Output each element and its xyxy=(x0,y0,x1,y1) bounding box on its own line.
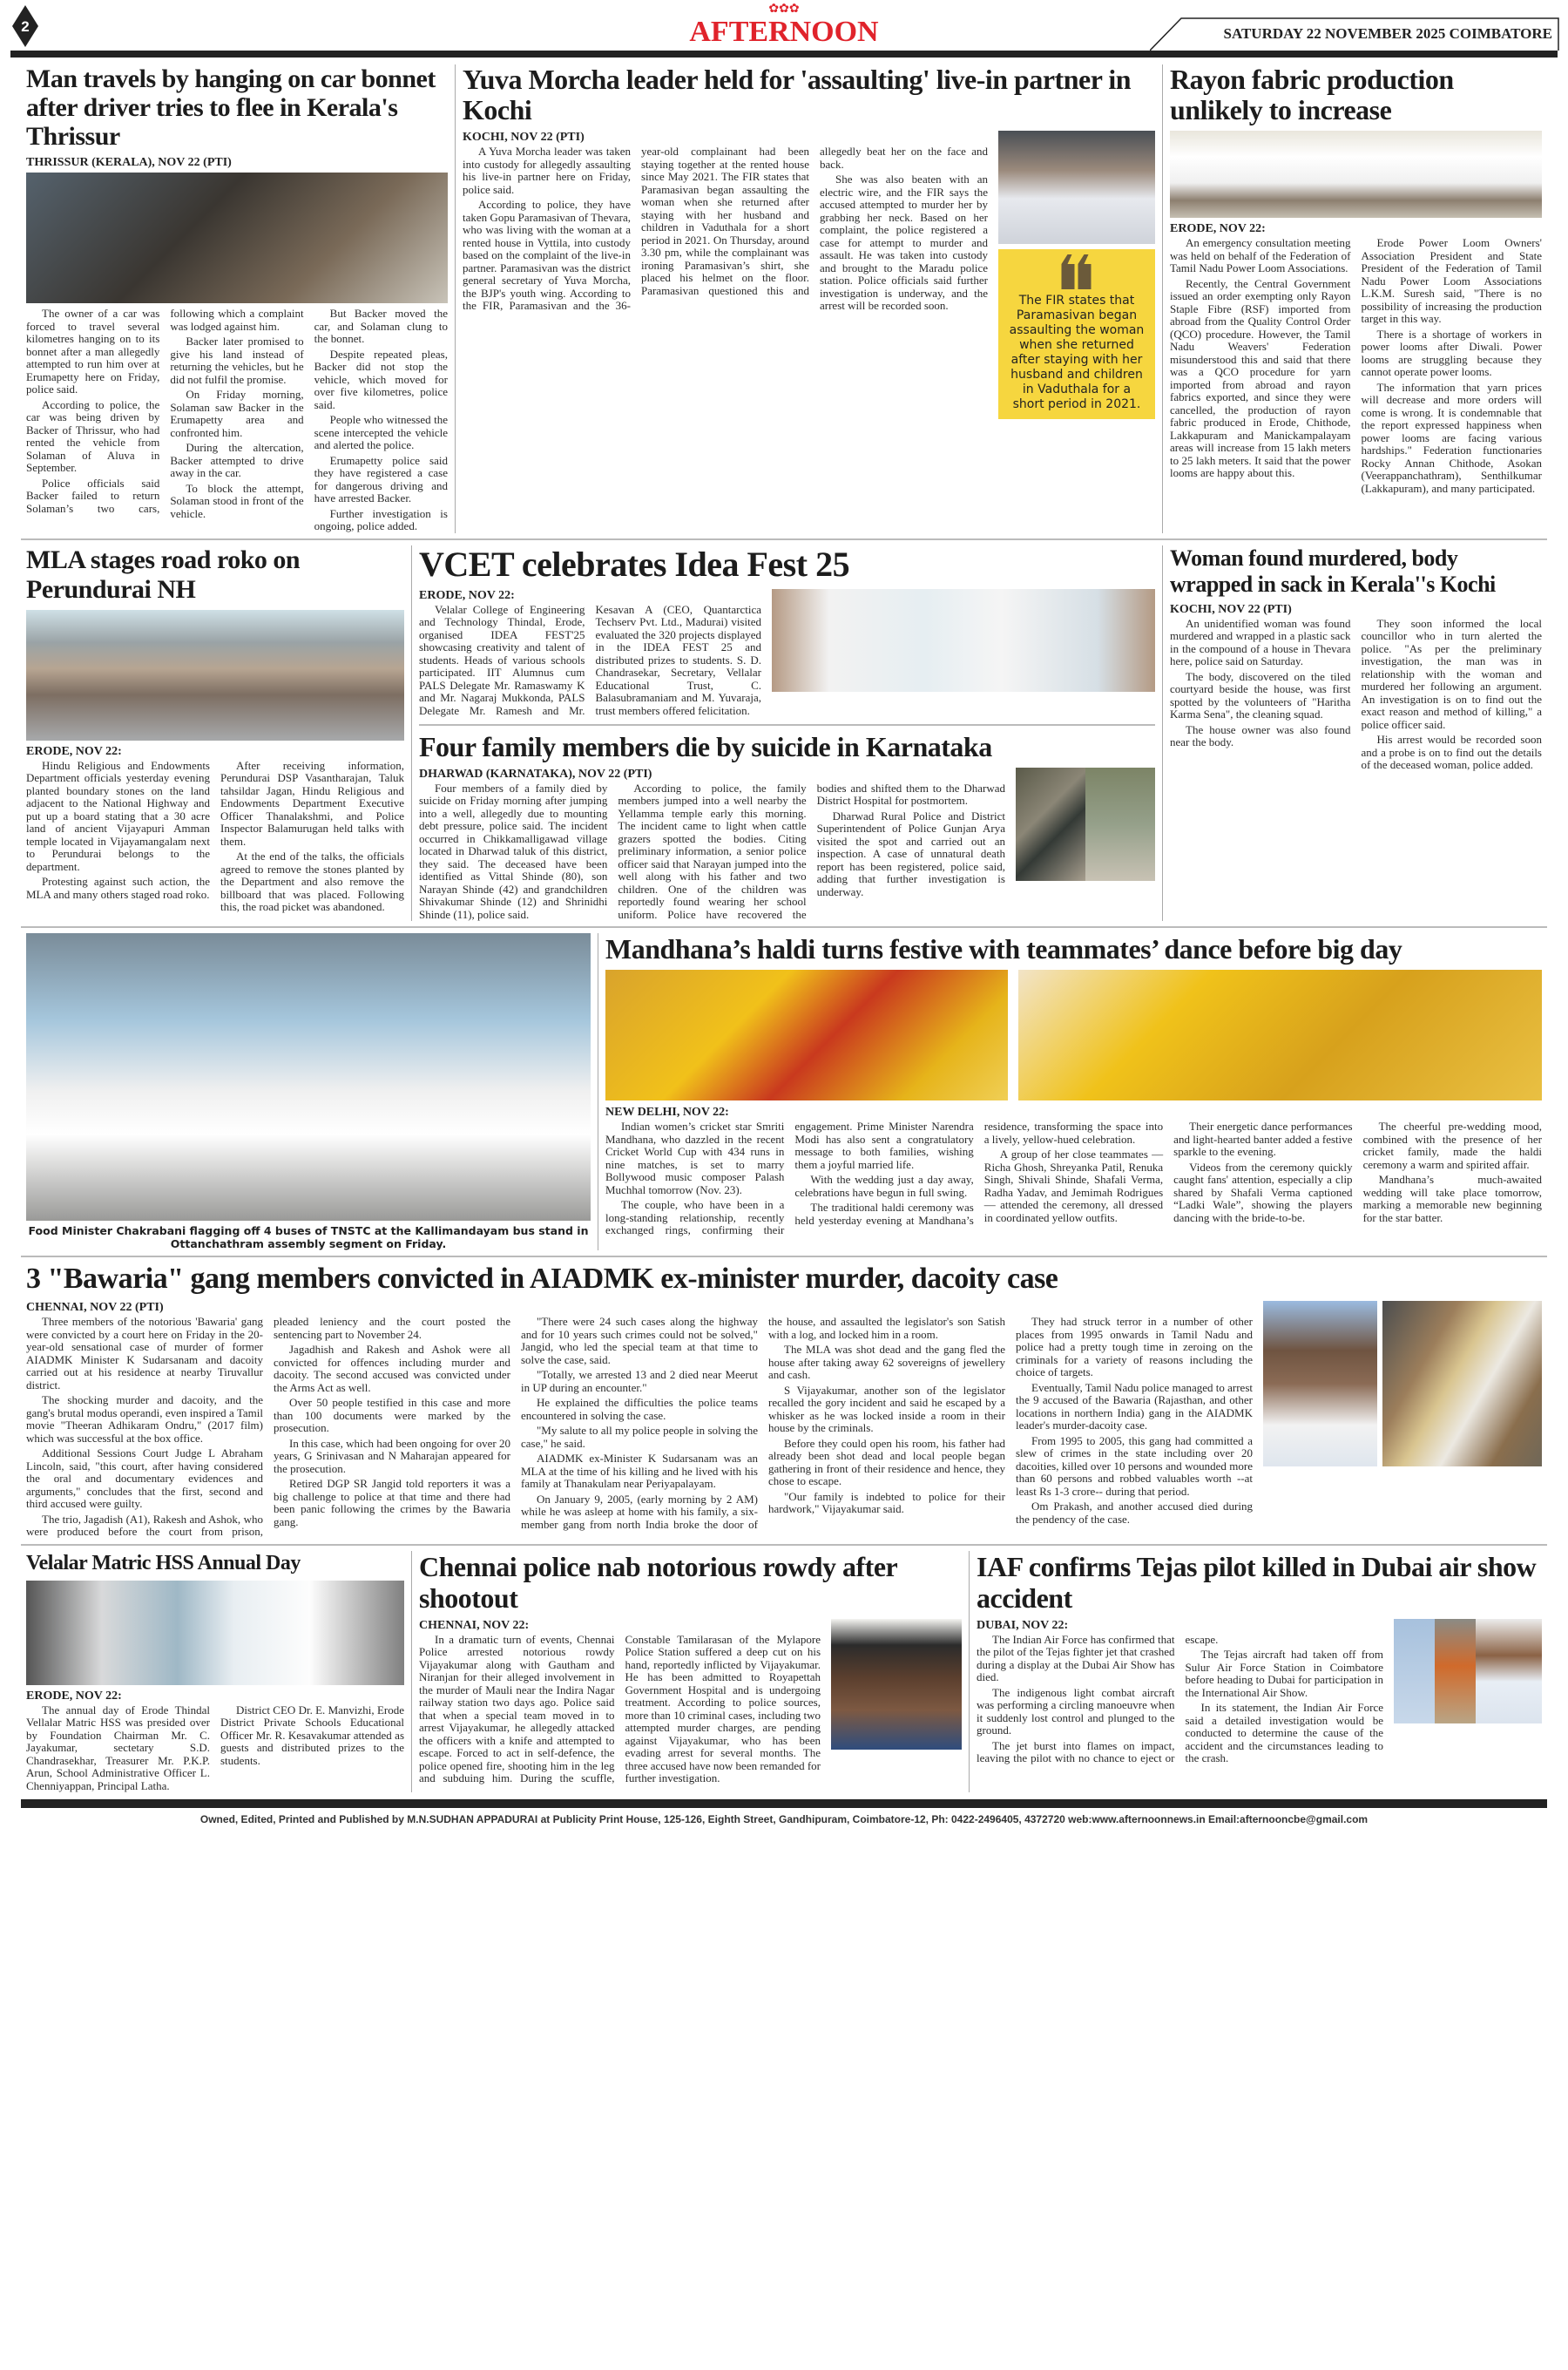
row-5 xyxy=(0,1551,1568,1793)
paragraph: At the end of the talks, the officials agreed to remove the stones planted by the Department and also remove the billboard that was placed. Following this, the road picket was abandoned. xyxy=(220,850,404,913)
paragraph: The Indian Air Force has confirmed that the pilot of the Tejas fighter jet that crashed during a display at the Dubai Air Show has died. xyxy=(977,1632,1175,1683)
article-vcet xyxy=(419,545,1155,719)
paragraph: Police officials said Backer failed to return Solaman’s two cars, following which a complaint was lodged against him. xyxy=(26,307,304,515)
article-body xyxy=(1170,237,1542,495)
page-number-badge xyxy=(12,5,38,47)
paragraph: Jagadhish and Rakesh and Ashok were all convicted for offences including murder and dacoity. The second accused was convicted under the Arms Act as well. xyxy=(274,1343,510,1394)
paragraph: Velalar College of Engineering and Technology Thindal, Erode, organised IDEA FEST'25 showcasing creativity and talent of students. Heads of various schools participated. IIT Alumnus cum PALS Delegate Mr. Ramaswamy K and Mr. Nagaraj Mukkonda, PALS Delegate Mr. Ramesh and Mr. Kesavan A (CEO, Quantarctica Techserv Pvt. Ltd., Madurai) visited evaluated the 320 projects displayed in the IDEA FEST 25 and distributed prizes to students. S. D. Chandrasekar, Secretary, Vellalar Educational Trust, C. Balasubramaniam and M. Yuvaraja, trust members offered felicitation. xyxy=(419,602,761,717)
row-1 xyxy=(0,64,1568,533)
paragraph: Videos from the ceremony quickly caught fans' attention, especially a clip shared by Shafali Verma captioned “Ladki Wale”, showing the players dancing with the bride-to-be. xyxy=(1173,1160,1353,1224)
article-bawaria xyxy=(19,1263,1549,1539)
paragraph: Om Prakash, and another accused died during the pendency of the case. xyxy=(1016,1500,1253,1526)
footer-imprint: Owned, Edited, Printed and Published by M.N.SUDHAN APPADURAI at Publicity Print House, 125-126, Eighth Street, Gandhipuram, Coimbatore-12, Ph: 0422-2496405, 4372720 web:www.afternoonnews.in Email:afternooncbe@gmail.com xyxy=(199,1813,1369,1825)
paragraph: In this case, which had been ongoing for over 20 years, G Srinivasan and N Maharajan appeared for the prosecution. xyxy=(274,1436,510,1475)
paragraph: The couple, who have been in a long-standing relationship, recently exchanged rings, confirming their engagement. Prime Minister Narendra Modi has also sent a congratulatory message to both families, wishing them a joyful married life. xyxy=(605,1120,974,1236)
dateline: ERODE, NOV 22: xyxy=(1170,222,1266,235)
article-body xyxy=(26,1316,1253,1539)
article-body xyxy=(26,308,448,533)
article-karnataka xyxy=(419,731,1155,922)
paragraph: District CEO Dr. E. Manvizhi, Erode District Private Schools Educational Officer Mr. R. Kesavakumar attended as guests and distributed prizes to the students. xyxy=(220,1703,404,1767)
paragraph: He explained the difficulties the police teams encountered in solving the case. xyxy=(521,1396,758,1422)
headline: Velalar Matric HSS Annual Day xyxy=(26,1551,301,1574)
paragraph: In a dramatic turn of events, Chennai Police arrested notorious rowdy Vijayakumar along with Gautham and Niranjan for their alleged involvement in the murder of Mauli near the Indira Nagar railway station two days ago. Police said that when a special team moved in to arrest Vijayakumar, he allegedly attacked the officers with a knife and attempted to escape. Forced to act in self-defence, the police opened fire, shooting him in the leg and subduing him. During the scuffle, Constable Tamilarasan of the Mylapore Police Station suffered a deep cut on his hand, reportedly inflicted by Vijayakumar. He has been admitted to Royapettah Government Hospital and is undergoing treatment. According to police sources, more than 10 criminal cases, including two attempted murder charges, are pending against Vijayakumar, who has been evading arrest for several months. The three accused have now been remanded for further investigation. xyxy=(419,1632,821,1784)
paragraph: According to police, they have taken Gopu Paramasivan of Thevara, who was living with the woman at a rented house in Vyttila, into custody based on the complaint of the live-in partner. Paramasivan was the district general secretary of Yuva Morcha, the BJP's youth wing. According to the FIR, Paramasivan and the 36-year-old complainant had been staying together at the rented house since May 2021. The FIR states that Paramasivan began assaulting the woman when she returned after staying with her husband and children in Vaduthala for a short period in 2021. On Thursday, around 3.30 pm, while the complainant was ironing Paramasivan’s shirt, she placed his helmet on the floor. Paramasivan questioned this and allegedly beat her on the face and back. xyxy=(463,145,988,312)
paragraph: On Friday morning, Solaman saw Backer in the Erumapetty area and confronted him. xyxy=(170,388,304,439)
headline: Man travels by hanging on car bonnet after driver tries to flee in Kerala's Thrissur xyxy=(26,64,436,151)
paragraph: The MLA was shot dead and the gang fled the house after taking away 62 sovereigns of jewellery and cash. xyxy=(768,1343,1005,1381)
dateline: ERODE, NOV 22: xyxy=(419,588,515,602)
paragraph: After receiving information, Perundurai DSP Vasantharajan, Taluk tahsildar Jagan, Hindu Religious and Endowments Department Executive Officer Thanalakshmi, and Police Inspector Balamurugan held talks with them. xyxy=(220,758,404,848)
headline: MLA stages road roko on Perundurai NH xyxy=(26,545,301,604)
paragraph: Erumapetty police said they have registered a case for dangerous driving and have arrested Backer. xyxy=(314,453,448,504)
photo-convicts xyxy=(1382,1301,1542,1466)
headline: Mandhana’s haldi turns festive with teammates’ dance before big day xyxy=(605,933,1402,965)
paragraph: The body, discovered on the tiled courtyard beside the house, was first spotted by the volunteers of "Haritha Karma Sena", the cleaning squad. xyxy=(1170,669,1351,721)
photo-rowdy xyxy=(831,1619,962,1750)
photo-pilot xyxy=(1476,1619,1542,1723)
paragraph: During the altercation, Backer attempted to drive away in the car. xyxy=(170,441,304,479)
dateline-box xyxy=(1150,17,1559,51)
paragraph: From 1995 to 2005, this gang had committed a slew of crimes in the state including over 20 dacoities, killed over 10 persons and wounded more than 60 persons and robbed valuables worth --at least Rs 1-3 crore-- during that period. xyxy=(1016,1433,1253,1498)
dateline: NEW DELHI, NOV 22: xyxy=(605,1106,729,1119)
photo-haldi-dance xyxy=(1018,970,1542,1100)
paragraph: S Vijayakumar, another son of the legislator recalled the gory incident and said he escaped by a whisker as he was locked inside a room in their house by the criminals. xyxy=(768,1383,1005,1434)
paragraph: The annual day of Erode Thindal Vellalar Matric HSS was presided over by Foundation Chairman Mr. C. Jayakumar, sectetary S.D. Chandrasekhar, Treasurer Mr. P.K.P. Arun, School Administrative Officer L. Chenniyappan, Principal Latha. xyxy=(26,1703,210,1792)
dateline: DUBAI, NOV 22: xyxy=(977,1618,1069,1632)
paragraph: Recently, the Central Government issued an order exempting only Rayon Staple Fibre (RSF) imported from abroad from the Quality Control Order (QCO) procedure. However, the Tamil Nadu Weavers' Federation misunderstood this and said that there was a QCO procedure for yarn imported from abroad and rayon fabrics exported, and since they were cancelled, the production of rayon fabric produced in Erode, Chithode, Lakkapuram and Manickampalayam areas will increase from 15 lakh meters to 25 lakh meters. It said that the power looms are happy about this. xyxy=(1170,276,1351,479)
paragraph: Over 50 people testified in this case and more than 100 documents were marked by the prosecution. xyxy=(274,1396,510,1434)
row-4 xyxy=(0,1263,1568,1539)
photo-idea-fest xyxy=(772,589,1155,692)
dateline: THRISSUR (KERALA), NOV 22 (PTI) xyxy=(26,156,232,169)
paragraph: Dharwad Rural Police and District Superintendent of Police Gunjan Arya visited the spot and carried out an inspection. A case of unnatural death report has been registered, police said, adding that further investigation is underway. xyxy=(816,809,1005,898)
paragraph: A group of her close teammates — Richa Ghosh, Shreyanka Patil, Renuka Singh, Shivali Shinde, Shafali Verma, Radha Yadav, and Jemimah Rodrigues — attended the ceremony, all dressed in coordinated yellow outfits. xyxy=(983,1148,1164,1224)
issue-dateline: SATURDAY 22 NOVEMBER 2025 COIMBATORE xyxy=(1223,25,1552,42)
paragraph: The indigenous light combat aircraft was performing a circling manoeuvre when it suddenly lost control and plunged to the ground. xyxy=(977,1685,1175,1737)
article-body xyxy=(26,1704,404,1793)
paragraph: An unidentified woman was found murdered and wrapped in a plastic sack in the compound of a house in Thevara here, police said on Saturday. xyxy=(1170,616,1351,667)
paragraph: The cheerful pre-wedding mood, combined with the presence of her cricket family, made the haldi ceremony a warm and spirited affair. xyxy=(1362,1120,1542,1171)
paragraph: Before they could open his room, his father had already been shot dead and local people began gathering in front of their residence and hence, they chose to escape. xyxy=(768,1436,1005,1487)
article-body xyxy=(26,760,404,914)
dateline: KOCHI, NOV 22 (PTI) xyxy=(1170,602,1292,616)
dateline: ERODE, NOV 22: xyxy=(26,744,122,758)
paragraph: His arrest would be recorded soon and a probe is on to find out the details of the deceased woman, police added. xyxy=(1361,733,1542,771)
photo-well xyxy=(1016,768,1085,881)
paragraph: "Totally, we arrested 13 and 2 died near Meerut in UP during an encounter." xyxy=(521,1368,758,1394)
paragraph: Protesting against such action, the MLA and many others staged road roko. xyxy=(26,875,210,901)
photo-meeting xyxy=(1170,131,1542,218)
article-body xyxy=(605,1121,1542,1237)
paragraph: The Tejas aircraft had taken off from Sulur Air Force Station in Coimbatore before heading to Dubai for participation in the International Air Show. xyxy=(1185,1648,1383,1699)
paragraph: "There were 24 such cases along the highway and for 10 years such crimes could not be solved," Jangid, who led the special team at that time to solve the case, said. xyxy=(521,1315,758,1366)
paragraph: The shocking murder and dacoity, and the gang's brutal modus operandi, even inspired a Tamil movie "Theeran Adhikaram Ondru," (2017 film) which was successful at the box office. xyxy=(26,1393,263,1445)
photo-road-roko xyxy=(26,610,404,741)
paper-logo[interactable] xyxy=(645,3,923,49)
photo-tejas-jet xyxy=(1394,1619,1435,1723)
paragraph: An emergency consultation meeting was held on behalf of the Federation of Tamil Nadu Power Loom Associations. xyxy=(1170,236,1351,274)
paragraph: Their energetic dance performances and light-hearted banter added a festive sparkle to the evening. xyxy=(1173,1120,1353,1158)
paragraph: Mandhana’s much-awaited wedding will take place tomorrow, marking a memorable new beginning for the star batter. xyxy=(1362,1173,1542,1224)
paragraph: Retired DGP SR Jangid told reporters it was a big challenge to police at that time and there had been panic following the crimes by the Bawaria gang. xyxy=(274,1477,510,1528)
article-mandhana xyxy=(598,933,1549,1250)
paragraph: The trio, Jagadish (A1), Rakesh and Ashok, who were produced before the court from prison, pleaded leniency and the court posted the sentencing part to November 24. xyxy=(26,1315,510,1538)
paragraph: With the wedding just a day away, celebrations have begun in full swing. xyxy=(794,1173,974,1199)
photo-well-water xyxy=(1085,768,1155,881)
paragraph: Three members of the notorious 'Bawaria' gang were convicted by a court here on Friday in the 20-year-old sensational case of murder of former AIADMK Minister K Sudarsanam and dacoity carried out at his residence at nearby Tiruvallur district. xyxy=(26,1315,263,1392)
headline: Chennai police nab notorious rowdy after shootout xyxy=(419,1550,897,1614)
paragraph: People who witnessed the scene intercepted the vehicle and alerted the police. xyxy=(314,413,448,451)
article-body xyxy=(977,1634,1383,1767)
headline: IAF confirms Tejas pilot killed in Dubai air show accident xyxy=(977,1550,1537,1614)
headline: Yuva Morcha leader held for 'assaulting' live-in partner in Kochi xyxy=(463,64,1131,125)
paragraph: According to police, the car was being driven by Backer of Thrissur, who had rented the vehicle from Solaman of Aluva in September. xyxy=(26,397,160,474)
logo-emblem-icon: ✿✿✿ xyxy=(768,3,800,16)
headline: 3 "Bawaria" gang members convicted in AIADMK ex-minister murder, dacoity case xyxy=(26,1263,1058,1295)
middle-stack xyxy=(411,545,1162,922)
paragraph: Backer later promised to give his land instead of returning the vehicles, but he did not fulfil the promise. xyxy=(170,335,304,386)
paragraph: The jet burst into flames on impact, leaving the pilot with no chance to eject or escape. xyxy=(977,1632,1219,1764)
paragraph: In its statement, the Indian Air Force said a detailed investigation would be conducted to determine the cause of the accident and the circumstances leading to the crash. xyxy=(1185,1701,1383,1764)
paragraph: Additional Sessions Court Judge L Abraham Lincoln, said, "this court, after having considered the oral and documentary evidences and arguments," concludes that the first, second and third accused were guilty. xyxy=(26,1446,263,1510)
row-2 xyxy=(0,545,1568,922)
paper-name: AFTERNOON xyxy=(689,16,879,48)
paragraph: The owner of a car was forced to travel several kilometres hanging on to its bonnet after a man allegedly attempted to run him over at Erumapetty here on Friday, police said. xyxy=(26,307,160,396)
dateline: KOCHI, NOV 22 (PTI) xyxy=(463,131,585,144)
paragraph: On January 9, 2005, (early morning by 2 AM) while he was asleep at home with his family, a six-member gang from north India broke the door of the house, and assaulted the legislator's son Satish with a log, and locked him in a room. xyxy=(521,1315,1005,1531)
paragraph: According to police, the family members jumped into a well nearby the Yellamma temple early this morning. The incident came to light when cattle grazers spotted the bodies. Citing preliminary information, a senior police officer said that Narayan jumped into the well along with his father and two children. One of the children was reportedly found wearing her school uniform. Police have recovered the bodies and shifted them to the Dharwad District Hospital for postmortem. xyxy=(618,781,1005,921)
paragraph: Hindu Religious and Endowments Department officials yesterday evening planted boundary stones on the land adjacent to the National Highway and put up a board stating that a 30 acre land of ancient Vijayapuri Amman temple located in Vijayamangalam next to Perundurai belongs to the department. xyxy=(26,758,210,873)
headline: VCET celebrates Idea Fest 25 xyxy=(419,544,850,584)
bus-photo-block xyxy=(19,933,598,1250)
headline: Woman found murdered, body wrapped in sack in Kerala''s Kochi xyxy=(1170,545,1496,597)
paragraph: A Yuva Morcha leader was taken into custody for allegedly assaulting his live-in partner here on Friday, police said. xyxy=(463,145,631,196)
dateline: ERODE, NOV 22: xyxy=(26,1689,122,1703)
paragraph: They soon informed the local councillor who in turn alerted the police. "As per the preliminary investigation, the man was in relationship with the woman and murdered her following an argument. An investigation is on to find out the exact reason and method of killing," a police officer said. xyxy=(1361,616,1542,731)
article-yuva xyxy=(455,64,1162,533)
paragraph: To block the attempt, Solaman stood in front of the vehicle. xyxy=(170,481,304,520)
photo-annual-day xyxy=(26,1581,404,1685)
paragraph: The house owner was also found near the body. xyxy=(1170,722,1351,748)
paragraph: The traditional haldi ceremony was held yesterday evening at Mandhana’s residence, transforming the space into a lively, yellow-hued celebration. xyxy=(794,1120,1164,1227)
article-woman xyxy=(1162,545,1549,922)
paragraph: "My salute to all my police people in solving the case," he said. xyxy=(521,1424,758,1450)
row-3 xyxy=(0,933,1568,1250)
masthead xyxy=(0,0,1568,61)
dateline: CHENNAI, NOV 22 (PTI) xyxy=(26,1301,164,1314)
masthead-rule xyxy=(10,51,1558,58)
paragraph: Further investigation is ongoing, police added. xyxy=(314,506,448,532)
paragraph: "Our family is indebted to police for their hardwork," Vijayakumar said. xyxy=(768,1489,1005,1515)
photo-caption: Food Minister Chakrabani flagging off 4 buses of TNSTC at the Kallimandayam bus stand in Ottanchathram assembly segment on Friday. xyxy=(28,1224,589,1250)
article-body xyxy=(419,1634,821,1787)
paragraph: They had struck terror in a number of other places from 1995 onwards in Tamil Nadu and police had a pretty tough time in zeroing on the criminals for a variety of reasons including the choice of targets. xyxy=(1016,1315,1253,1378)
article-iaf xyxy=(969,1551,1549,1793)
photo-man-on-bonnet xyxy=(26,173,448,303)
pull-quote xyxy=(998,249,1155,419)
pull-quote-text: The FIR states that Paramasivan began assaulting the woman when she returned after staying with her husband and children in Vaduthala for a short period in 2021. xyxy=(1009,294,1145,411)
paragraph: Erode Power Loom Owners' Association President and State President of the Federation of Tamil Nadu Power Loom Associations L.K.M. Suresh said, "There is no possibility of increasing the production target in this way. xyxy=(1361,236,1542,325)
article-body xyxy=(419,782,1005,922)
paragraph: Indian women’s cricket star Smriti Mandhana, who dazzled in the recent Cricket World Cup with 434 runs in nine matches, is set to marry Bollywood music composer Palash Muchhal tomorrow (Nov. 23). xyxy=(605,1120,785,1196)
article-mla xyxy=(19,545,411,922)
photo-crash-fire xyxy=(1435,1619,1476,1723)
footer-rule xyxy=(21,1799,1547,1808)
photo-haldi-couple xyxy=(605,970,1008,1100)
paragraph: Four members of a family died by suicide on Friday morning after jumping into a well, allegedly due to mounting debt pressure, police said. The incident occurred in Chikkamalligawad village located in Dharwad taluk of this district, they said. The deceased have been identified as Vittal Shinde (80), son Narayan Shinde (42) and grandchildren Shivakumar Shinde (12) and Shrinidhi Shinde (11), police said. xyxy=(419,781,608,921)
article-body xyxy=(419,604,761,719)
article-body xyxy=(463,146,988,313)
article-bonnet xyxy=(19,64,455,533)
page-number: 2 xyxy=(21,18,30,35)
paragraph: The information that yarn prices will decrease and more orders will come is wrong. It is condemnable that the report expressed happiness when power looms are facing various hardships." Federation functionaries Rocky Annan Chithode, Asokan (Veerappanchathram), Senthilkumar (Lakkapuram), and many participated. xyxy=(1361,380,1542,495)
paragraph: But Backer moved the car, and Solaman clung to the bonnet. xyxy=(314,307,448,345)
headline: Rayon fabric production unlikely to increase xyxy=(1170,64,1454,125)
paragraph: Eventually, Tamil Nadu police managed to arrest the 9 accused of the Bawaria (Rajasthan, and other locations in northern India) gang in the AIADMK leader's murder-dacoity case. xyxy=(1016,1380,1253,1432)
paragraph: She was also beaten with an electric wire, and the FIR says the accused attempted to murder her by grabbing her neck. Based on her complaint, the police registered a case for attempt to murder and assault. He was taken into custody and brought to the Maradu police station. Police officials said further investigation is underway, and the arrest will be recorded soon. xyxy=(820,173,988,312)
article-velalar xyxy=(19,1551,411,1793)
photo-victim xyxy=(1263,1301,1377,1466)
quote-mark-icon xyxy=(1005,254,1148,294)
article-chennai xyxy=(411,1551,969,1793)
paragraph: There is a shortage of workers in power looms after Diwali. Power looms are struggling because they cannot operate power looms. xyxy=(1361,327,1542,378)
dateline: CHENNAI, NOV 22: xyxy=(419,1618,530,1632)
photo-accused xyxy=(998,131,1155,244)
article-body xyxy=(1170,618,1542,772)
dateline: DHARWAD (KARNATAKA), NOV 22 (PTI) xyxy=(419,767,652,781)
article-rayon xyxy=(1162,64,1549,533)
paragraph: Despite repeated pleas, Backer did not stop the vehicle, which moved for over five kilometres, police said. xyxy=(314,347,448,411)
photo-bus-flag-off xyxy=(26,933,591,1221)
paragraph: AIADMK ex-Minister K Sudarsanam was an MLA at the time of his killing and he lived with his family at Thanakulam near Periyapalayam. xyxy=(521,1452,758,1490)
headline: Four family members die by suicide in Karnataka xyxy=(419,730,992,762)
